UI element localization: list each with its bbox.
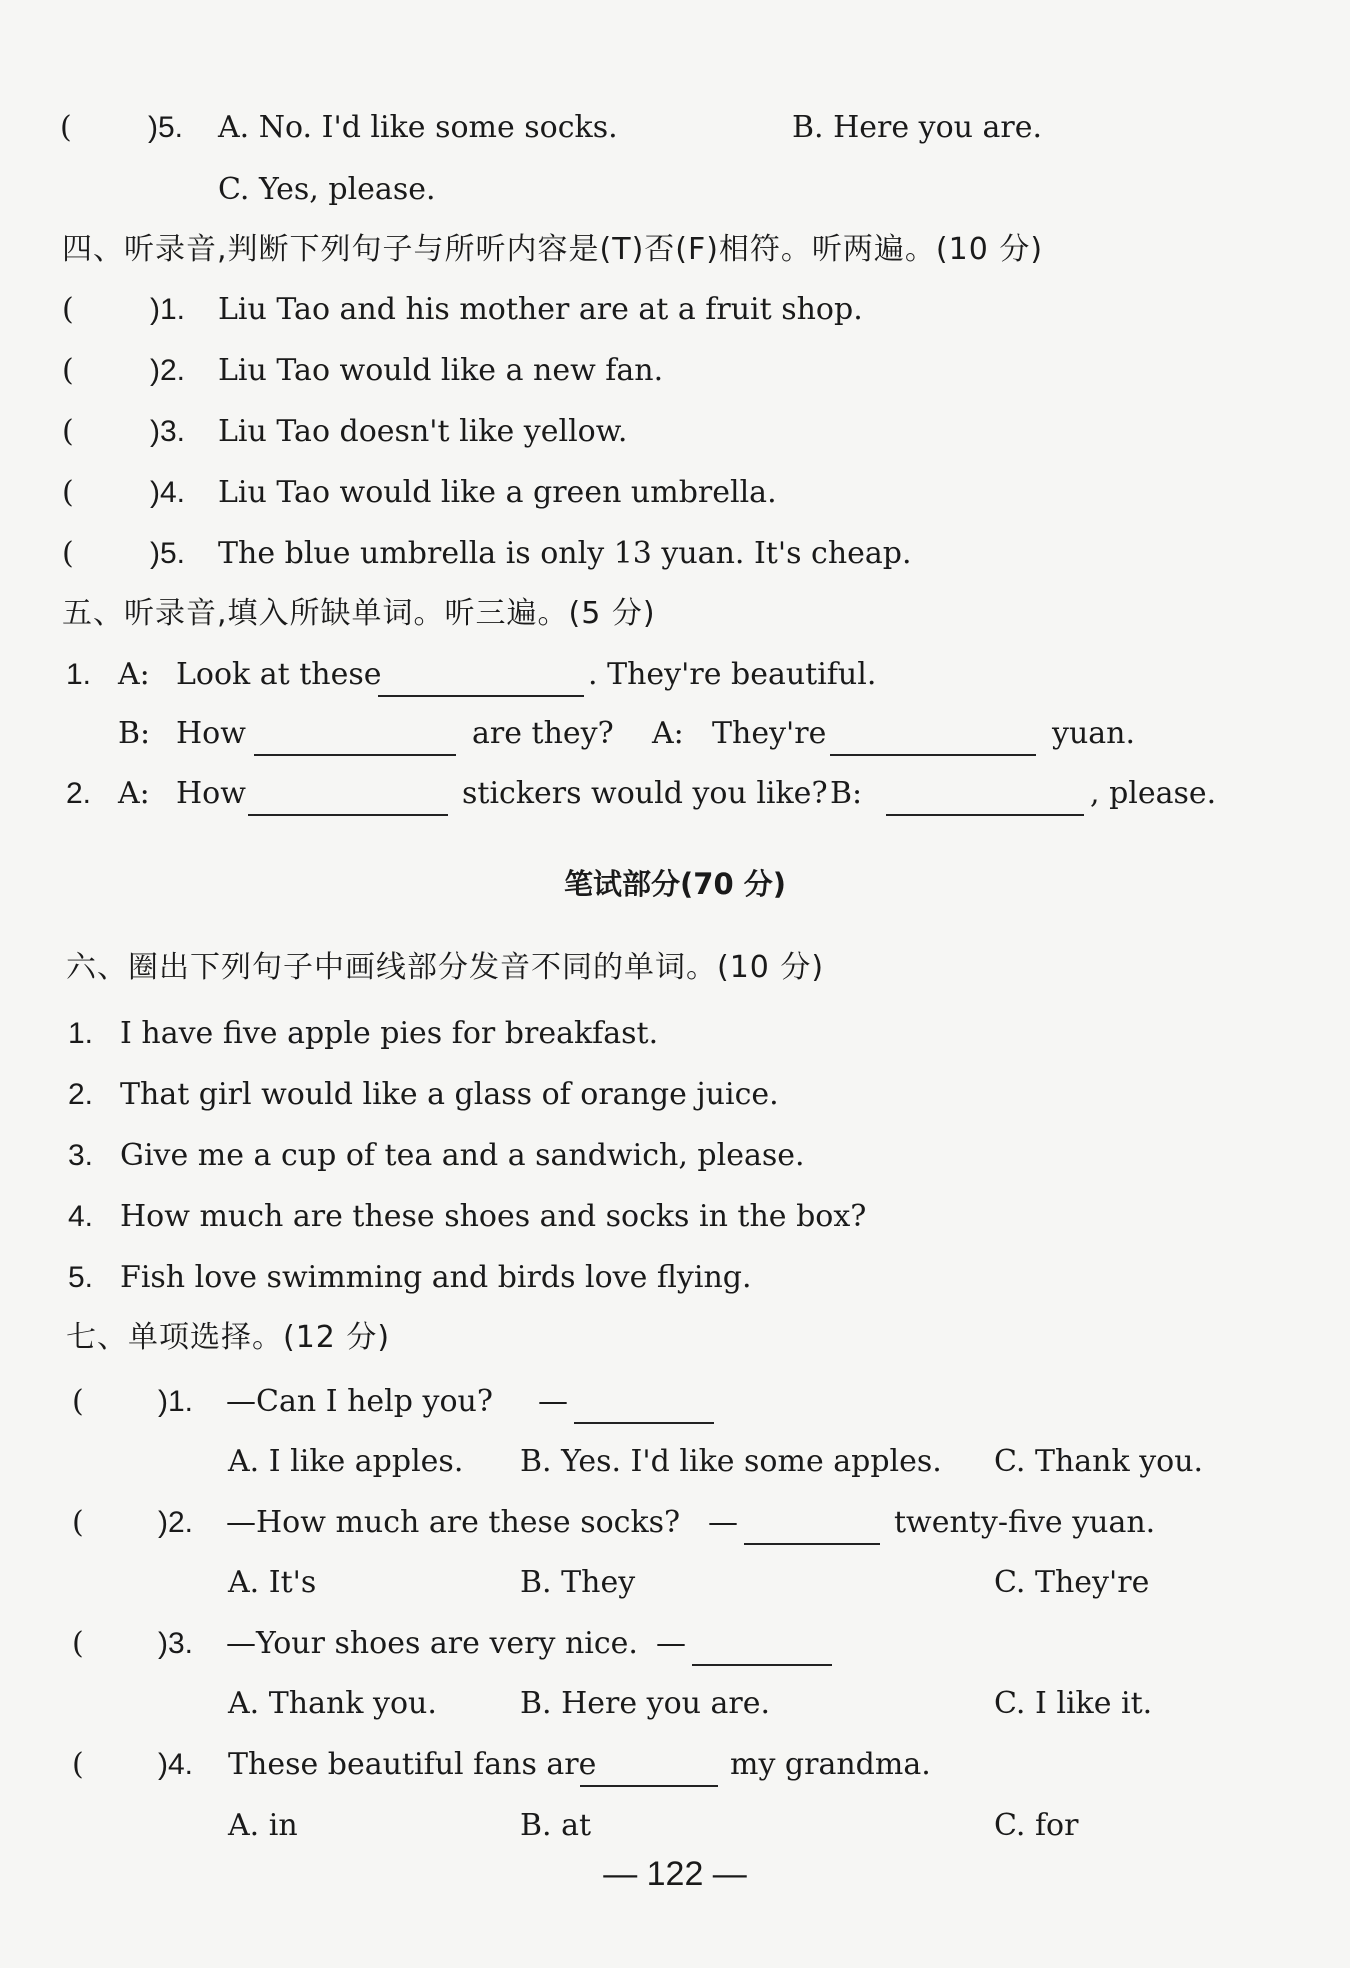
item-number: 1. — [66, 658, 92, 691]
sentence-text: I have five apple pies for breakfast. — [120, 1016, 659, 1051]
item-number: 3. — [68, 1139, 94, 1172]
answer-paren: ( — [72, 1747, 84, 1782]
item-number: 1. — [68, 1017, 94, 1050]
answer-paren: ( — [62, 475, 74, 510]
fill-blank[interactable] — [378, 651, 584, 697]
page-number: — 122 — — [603, 1855, 747, 1893]
fill-blank[interactable] — [886, 770, 1084, 816]
dialogue-text: , please. — [1090, 776, 1217, 811]
option-c: C. I like it. — [994, 1686, 1153, 1721]
question-number: )2. — [158, 1506, 194, 1539]
dash: — — [538, 1384, 568, 1419]
section-heading: 四、听录音,判断下列句子与所听内容是(T)否(F)相符。听两遍。(10 分) — [62, 232, 1044, 267]
dialogue-text: They're — [712, 716, 827, 751]
sentence-text: Give me a cup of tea and a sandwich, please. — [120, 1138, 805, 1173]
answer-blank[interactable] — [580, 1741, 718, 1787]
option-a: A. It's — [228, 1565, 317, 1600]
question-tail: twenty-five yuan. — [894, 1505, 1156, 1540]
answer-blank[interactable] — [574, 1378, 714, 1424]
answer-blank[interactable] — [692, 1620, 832, 1666]
sentence-text: Fish love swimming and birds love flying. — [120, 1260, 752, 1295]
question-number: )4. — [158, 1748, 194, 1781]
item-number: 2. — [66, 777, 92, 810]
option-b: B. Here you are. — [792, 110, 1043, 145]
option-b: B. Here you are. — [520, 1686, 771, 1721]
dialogue-text: Look at these — [176, 657, 382, 692]
option-c: C. Yes, please. — [218, 172, 436, 207]
section-heading: 七、单项选择。(12 分) — [66, 1320, 391, 1355]
question-text: Liu Tao would like a green umbrella. — [218, 475, 777, 510]
answer-paren: ( — [62, 353, 74, 388]
speaker-label: A: — [118, 657, 150, 692]
question-stem: —Can I help you? — [226, 1384, 493, 1419]
item-number: 4. — [68, 1200, 94, 1233]
section-heading: 五、听录音,填入所缺单词。听三遍。(5 分) — [62, 596, 656, 631]
answer-paren: ( — [62, 292, 74, 327]
question-text: Liu Tao doesn't like yellow. — [218, 414, 628, 449]
question-number: )3. — [158, 1627, 194, 1660]
question-text: The blue umbrella is only 13 yuan. It's cheap. — [218, 536, 912, 571]
question-number: )4. — [150, 476, 186, 509]
dialogue-text: How — [176, 776, 246, 811]
fill-blank[interactable] — [254, 710, 456, 756]
part-title: 笔试部分(70 分) — [564, 867, 786, 901]
question-number: )3. — [150, 415, 186, 448]
option-a: A. No. I'd like some socks. — [218, 110, 618, 145]
question-number: )2. — [150, 354, 186, 387]
option-a: A. I like apples. — [228, 1444, 464, 1479]
answer-paren: ( — [60, 110, 72, 145]
question-tail: my grandma. — [730, 1747, 931, 1782]
fill-blank[interactable] — [248, 770, 448, 816]
option-b: B. at — [520, 1808, 592, 1843]
answer-paren: ( — [72, 1384, 84, 1419]
question-number: )5. — [148, 111, 184, 144]
dash: — — [656, 1626, 686, 1661]
answer-blank[interactable] — [744, 1499, 880, 1545]
answer-paren: ( — [62, 536, 74, 571]
sentence-text: How much are these shoes and socks in the box? — [120, 1199, 867, 1234]
answer-paren: ( — [72, 1626, 84, 1661]
question-number: )5. — [150, 537, 186, 570]
option-a: A. Thank you. — [228, 1686, 437, 1721]
option-c: C. They're — [994, 1565, 1150, 1600]
option-a: A. in — [228, 1808, 298, 1843]
section-heading: 六、圈出下列句子中画线部分发音不同的单词。(10 分) — [66, 950, 825, 985]
speaker-label: B: — [830, 776, 863, 811]
answer-paren: ( — [62, 414, 74, 449]
fill-blank[interactable] — [830, 710, 1036, 756]
option-c: C. Thank you. — [994, 1444, 1204, 1479]
dialogue-text: are they? — [472, 716, 614, 751]
item-number: 5. — [68, 1261, 94, 1294]
answer-paren: ( — [72, 1505, 84, 1540]
question-text: Liu Tao would like a new fan. — [218, 353, 664, 388]
question-stem: —How much are these socks? — [226, 1505, 681, 1540]
option-b: B. Yes. I'd like some apples. — [520, 1444, 942, 1479]
option-b: B. They — [520, 1565, 636, 1600]
question-stem: These beautiful fans are — [228, 1747, 597, 1782]
question-text: Liu Tao and his mother are at a fruit shop. — [218, 292, 863, 327]
speaker-label: B: — [118, 716, 151, 751]
question-number: )1. — [150, 293, 186, 326]
option-c: C. for — [994, 1808, 1079, 1843]
dash: — — [708, 1505, 738, 1540]
dialogue-text: stickers would you like? — [462, 776, 828, 811]
dialogue-text: yuan. — [1052, 716, 1136, 751]
question-number: )1. — [158, 1385, 194, 1418]
dialogue-text: . They're beautiful. — [588, 657, 877, 692]
sentence-text: That girl would like a glass of orange juice. — [120, 1077, 779, 1112]
dialogue-text: How — [176, 716, 246, 751]
item-number: 2. — [68, 1078, 94, 1111]
speaker-label: A: — [118, 776, 150, 811]
question-stem: —Your shoes are very nice. — [226, 1626, 638, 1661]
speaker-label: A: — [652, 716, 684, 751]
